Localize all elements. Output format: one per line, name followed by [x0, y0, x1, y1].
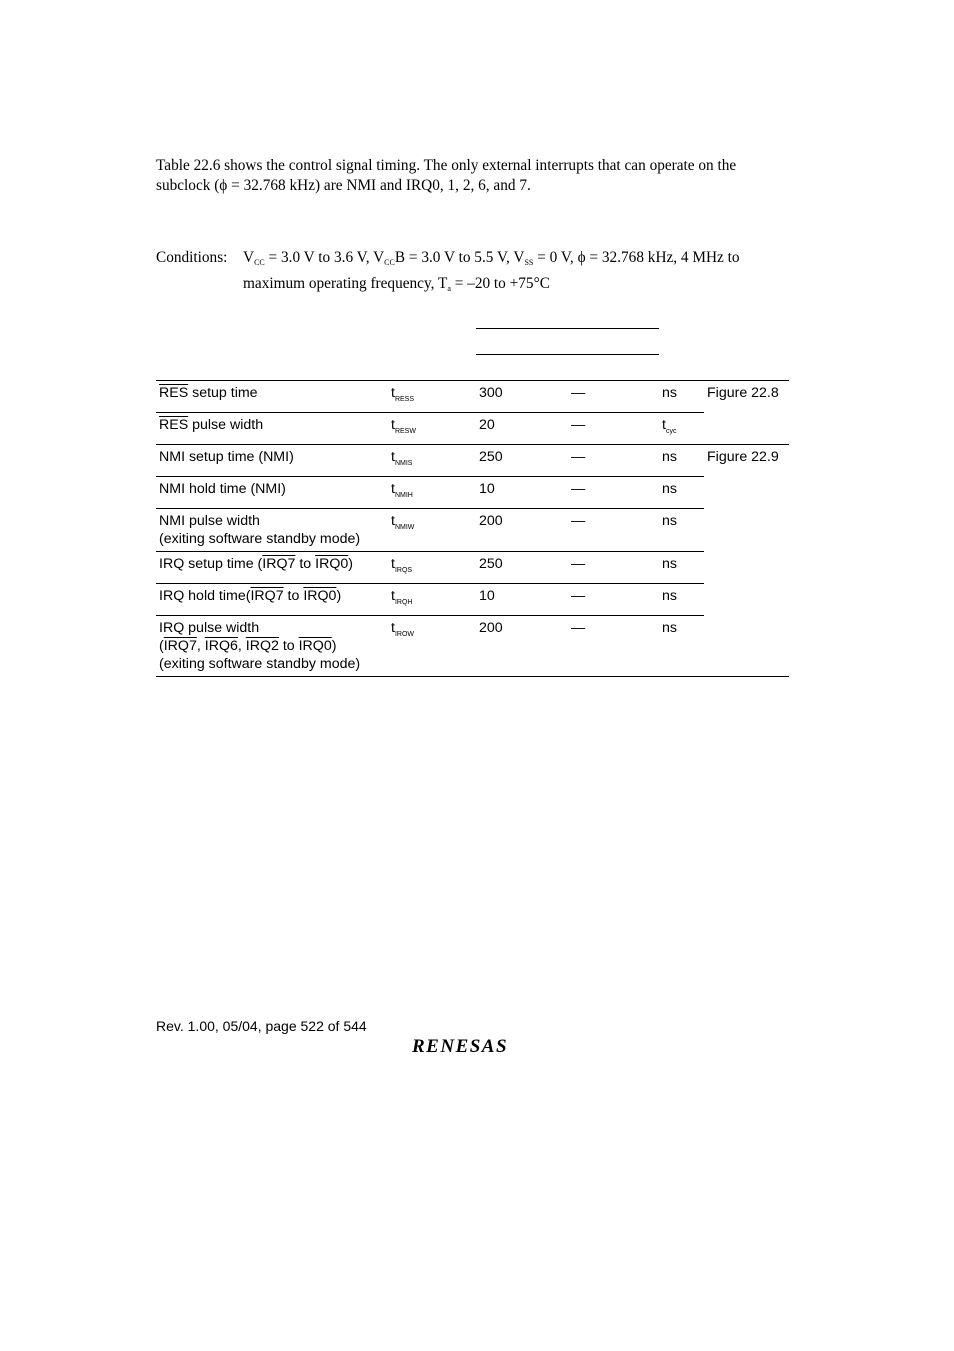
- intro-paragraph: [156, 156, 796, 196]
- symbol-cell: $t_{NMIH}$: [388, 477, 476, 509]
- item-cell: NMI pulse width (exiting software standby mode): [156, 509, 388, 552]
- item-cell: IRQ setup time (IRQ7 to IRQ0): [156, 552, 388, 584]
- table-row: [156, 413, 789, 445]
- min-cell: 200: [476, 616, 568, 677]
- symbol-cell: $t_{RESW}$: [388, 413, 476, 445]
- table-row: [156, 584, 789, 616]
- table-row: [156, 552, 789, 584]
- table-row: [156, 381, 789, 413]
- table-row: [156, 616, 789, 677]
- item-cell: IRQ hold time(IRQ7 to IRQ0): [156, 584, 388, 616]
- conditions-line-1: $V_{CC} = 3.0$ V to 3.6 V, $V_{CC}B = 3.0$ V to 5.5 V, $V_{SS} = 0$ V, ϕ = 32.768 kHz, 4 MHz to: [243, 249, 740, 267]
- min-cell: 250: [476, 445, 568, 477]
- item-cell: $\overline{RES}$ pulse width: [156, 413, 388, 445]
- symbol-cell: $t_{IRQS}$: [388, 552, 476, 584]
- page-footer: Rev. 1.00, 05/04, page 522 of 544: [156, 1018, 367, 1034]
- max-cell: —: [568, 381, 659, 413]
- conditions-text: [243, 247, 788, 299]
- renesas-logo: [410, 1035, 534, 1062]
- symbol-cell: $t_{IRQH}$: [388, 584, 476, 616]
- conditions-line-2: maximum operating frequency, $T_a = -20$ to +75°C: [243, 275, 550, 293]
- figure-cell: Figure 22.9: [704, 445, 789, 677]
- max-cell: —: [568, 413, 659, 445]
- max-cell: —: [568, 584, 659, 616]
- control-signal-timing-table: [156, 380, 789, 677]
- unit-cell: ns: [659, 381, 704, 413]
- unit-cell: ns: [659, 477, 704, 509]
- max-cell: —: [568, 477, 659, 509]
- max-cell: —: [568, 509, 659, 552]
- unit-cell: ns: [659, 584, 704, 616]
- item-cell: NMI setup time (NMI): [156, 445, 388, 477]
- intro-line-2: subclock (ϕ = 32.768 kHz) are NMI and IRQ0, 1, 2, 6, and 7.: [156, 177, 531, 194]
- max-cell: —: [568, 552, 659, 584]
- max-cell: —: [568, 616, 659, 677]
- item-cell: NMI hold time (NMI): [156, 477, 388, 509]
- symbol-cell: $t_{RESS}$: [388, 381, 476, 413]
- unit-cell: ns: [659, 445, 704, 477]
- intro-line-1: Table 22.6 shows the control signal timing. The only external interrupts that can operate on the: [156, 157, 737, 174]
- svg-text:RENESAS: RENESAS: [412, 1036, 509, 1057]
- conditions-label: Conditions:: [156, 249, 228, 266]
- min-cell: 250: [476, 552, 568, 584]
- item-cell: $\overline{RES}$ setup time: [156, 381, 388, 413]
- figure-cell: Figure 22.8: [704, 381, 789, 445]
- min-cell: 10: [476, 477, 568, 509]
- table-row: [156, 509, 789, 552]
- table-row: [156, 477, 789, 509]
- symbol-cell: $t_{NMIW}$: [388, 509, 476, 552]
- table-row: [156, 445, 789, 477]
- min-cell: 300: [476, 381, 568, 413]
- symbol-cell: $t_{IROW}$: [388, 616, 476, 677]
- header-rule-2: [476, 354, 659, 355]
- unit-cell: $t_{cyc}$: [659, 413, 704, 445]
- logo-wordmark: [410, 1035, 534, 1057]
- min-cell: 10: [476, 584, 568, 616]
- min-cell: 200: [476, 509, 568, 552]
- symbol-cell: $t_{NMIS}$: [388, 445, 476, 477]
- item-cell: IRQ pulse width (IRQ7, IRQ6, IRQ2 to IRQ0) (exiting software standby mode): [156, 616, 388, 677]
- max-cell: —: [568, 445, 659, 477]
- unit-cell: ns: [659, 616, 704, 677]
- header-rule-1: [476, 328, 659, 329]
- unit-cell: ns: [659, 552, 704, 584]
- unit-cell: ns: [659, 509, 704, 552]
- min-cell: 20: [476, 413, 568, 445]
